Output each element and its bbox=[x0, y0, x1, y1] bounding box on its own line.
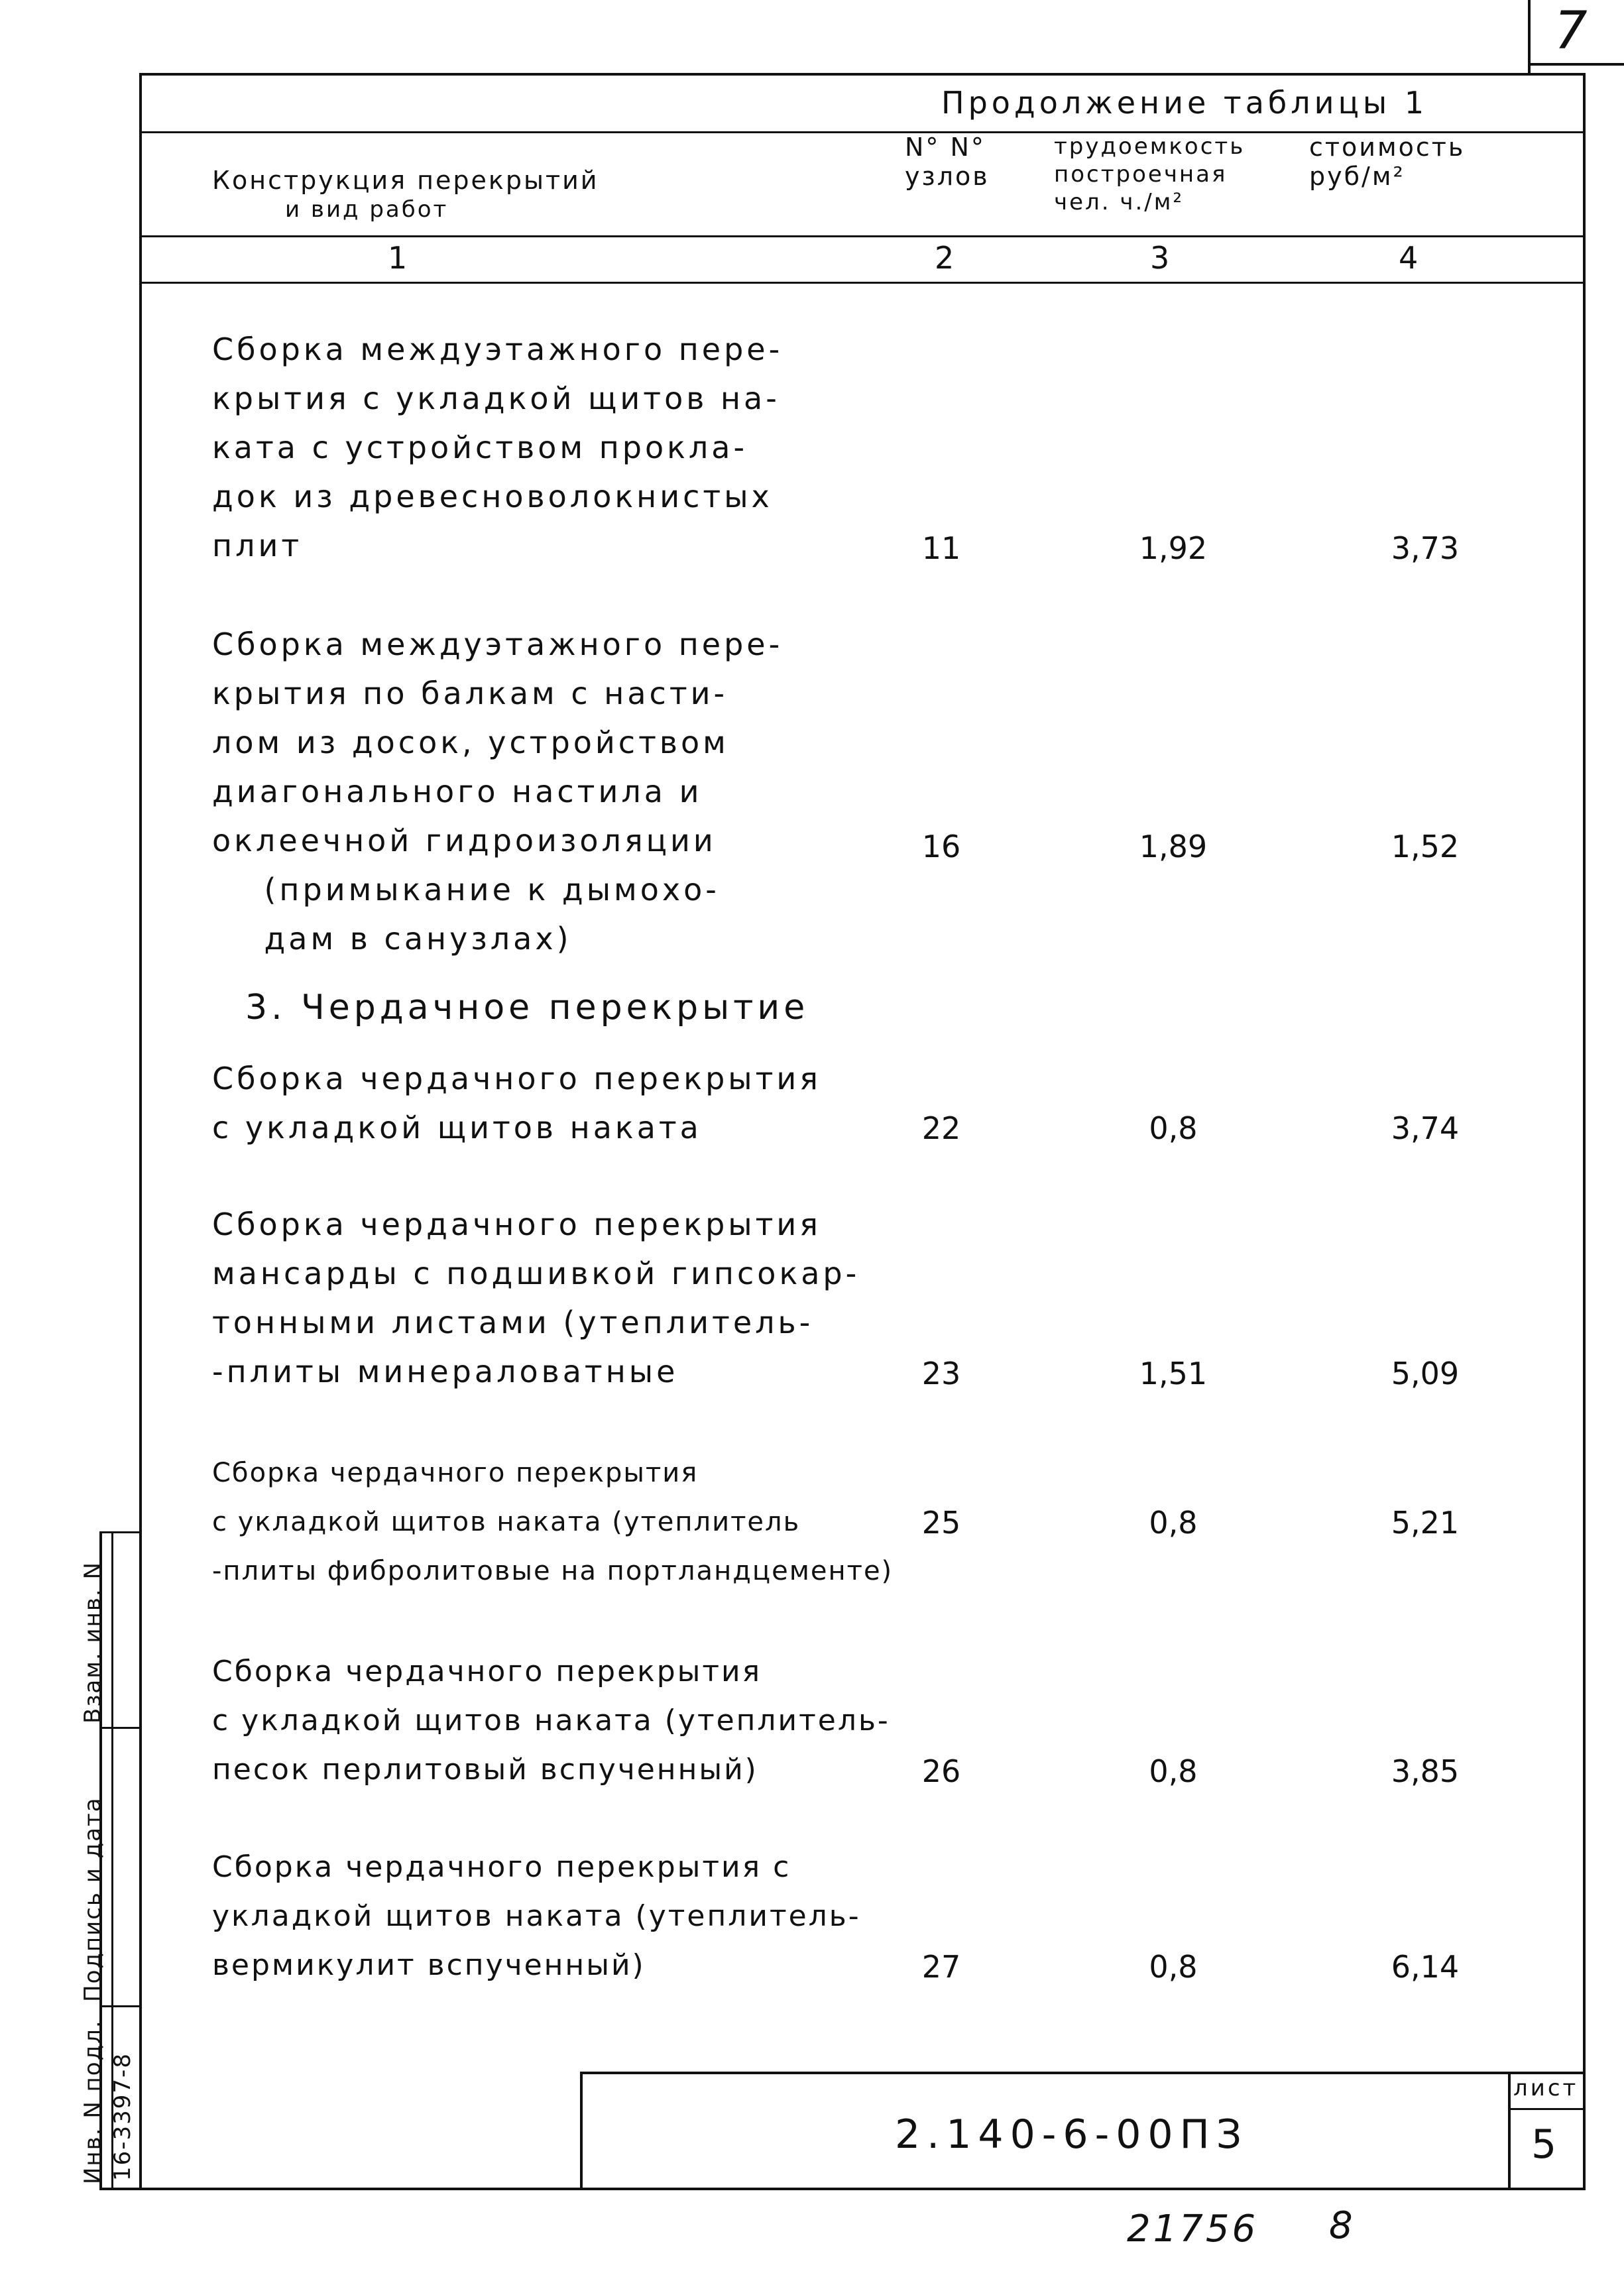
table-continuation-title: Продолжение таблицы 1 bbox=[941, 85, 1428, 121]
header-col3-line3: чел. ч./м² bbox=[1054, 189, 1184, 215]
header-col2-line1: N° N° bbox=[905, 133, 986, 162]
stamp-inv-value: 16-3397-8 bbox=[109, 2052, 136, 2181]
header-col1-line1: Конструкция перекрытий bbox=[212, 166, 599, 195]
corner-vertical-line bbox=[1528, 0, 1531, 73]
table-cell-node: 16 bbox=[921, 829, 961, 864]
table-cell-node: 23 bbox=[921, 1356, 961, 1391]
titleblock-left-line bbox=[580, 2072, 583, 2190]
frame-left-line bbox=[139, 73, 142, 2190]
column-number-1: 1 bbox=[388, 240, 408, 276]
sheet-number: 5 bbox=[1531, 2121, 1557, 2168]
table-row-text: Сборка междуэтажного пере- крытия по балкам с насти- лом из досок, устройством диагонального настила и оклеечной гидроизоляции (примыкание к дымохо- дам в санузлах) bbox=[212, 626, 783, 957]
header-col3 bbox=[1054, 133, 1245, 216]
stamp-sep-3 bbox=[99, 2005, 142, 2007]
header-col1-line2: и вид работ bbox=[285, 196, 449, 223]
table-cell-cost: 6,14 bbox=[1391, 1949, 1460, 1985]
table-cell-labor: 1,92 bbox=[1139, 530, 1208, 566]
column-number-3: 3 bbox=[1150, 240, 1170, 276]
table-cell-labor: 0,8 bbox=[1149, 1505, 1198, 1541]
table-cell-cost: 3,85 bbox=[1391, 1753, 1460, 1789]
frame-bottom-line bbox=[99, 2188, 1586, 2190]
table-cell-node: 27 bbox=[921, 1949, 961, 1985]
table-cell-labor: 0,8 bbox=[1149, 1753, 1198, 1789]
footer-page-number: 8 bbox=[1329, 2204, 1353, 2247]
table-row-text: Сборка чердачного перекрытия с укладкой щитов наката (утеплитель- вермикулит вспученный) bbox=[212, 1850, 861, 1982]
stamp-inv-podl: Инв. N подл. bbox=[80, 2019, 106, 2184]
header-col2 bbox=[905, 133, 990, 191]
table-row-text: Сборка чердачного перекрытия мансарды с подшивкой гипсокар- тонными листами (утеплитель- -плиты минераловатные bbox=[212, 1206, 860, 1389]
table-cell-labor: 0,8 bbox=[1149, 1110, 1198, 1146]
header-line-3 bbox=[139, 282, 1586, 284]
table-cell-cost: 1,52 bbox=[1391, 829, 1460, 864]
sheet-label: лист bbox=[1513, 2075, 1579, 2101]
header-col3-line2: построечная bbox=[1054, 161, 1228, 188]
stamp-sep-2 bbox=[99, 1727, 142, 1729]
titleblock-top-line bbox=[580, 2072, 1586, 2074]
header-col3-line1: трудоемкость bbox=[1054, 133, 1246, 160]
table-cell-node: 25 bbox=[921, 1505, 961, 1541]
table-cell-cost: 3,74 bbox=[1391, 1110, 1460, 1146]
table-cell-node: 11 bbox=[921, 530, 961, 566]
table-row-text: Сборка чердачного перекрытия с укладкой щитов наката bbox=[212, 1061, 821, 1146]
frame-right-line bbox=[1583, 73, 1586, 2190]
section-heading: 3. Чердачное перекрытие bbox=[245, 988, 809, 1028]
stamp-vzam-inv: Взам. инв. N bbox=[80, 1561, 106, 1724]
corner-horizontal-line bbox=[1528, 63, 1624, 66]
table-row-text: Сборка междуэтажного пере- крытия с укладкой щитов на- ката с устройством прокла- док из древесноволокнистых плит bbox=[212, 331, 783, 563]
header-col4-line1: стоимость bbox=[1309, 133, 1466, 162]
footer-number: 21756 bbox=[1127, 2207, 1259, 2251]
table-row-text: Сборка чердачного перекрытия с укладкой щитов наката (утеплитель -плиты фибролитовые на портландцементе) bbox=[212, 1458, 894, 1586]
header-col4-line2: руб/м² bbox=[1309, 162, 1405, 191]
corner-page-number: 7 bbox=[1554, 1, 1588, 61]
column-number-2: 2 bbox=[935, 240, 955, 276]
table-row-text: Сборка чердачного перекрытия с укладкой щитов наката (утеплитель- песок перлитовый вспученный) bbox=[212, 1655, 890, 1787]
table-cell-cost: 3,73 bbox=[1391, 530, 1460, 566]
header-col2-line2: узлов bbox=[905, 162, 990, 191]
table-cell-cost: 5,09 bbox=[1391, 1356, 1460, 1391]
table-cell-labor: 1,89 bbox=[1139, 829, 1208, 864]
table-cell-cost: 5,21 bbox=[1391, 1505, 1460, 1541]
table-cell-labor: 1,51 bbox=[1139, 1356, 1208, 1391]
column-number-4: 4 bbox=[1399, 240, 1419, 276]
table-cell-labor: 0,8 bbox=[1149, 1949, 1198, 1985]
table-cell-node: 26 bbox=[921, 1753, 961, 1789]
header-col4 bbox=[1309, 133, 1465, 191]
stamp-signature-date: Подпись и дата bbox=[80, 1796, 106, 2002]
stamp-sep-1 bbox=[99, 1531, 142, 1533]
header-line-2 bbox=[139, 235, 1586, 237]
titleblock-sheet-left bbox=[1508, 2072, 1511, 2190]
frame-top-line bbox=[139, 73, 1586, 76]
document-code: 2.140-6-00ПЗ bbox=[895, 2111, 1249, 2158]
table-cell-node: 22 bbox=[921, 1110, 961, 1146]
titleblock-sheet-sep bbox=[1508, 2108, 1586, 2110]
